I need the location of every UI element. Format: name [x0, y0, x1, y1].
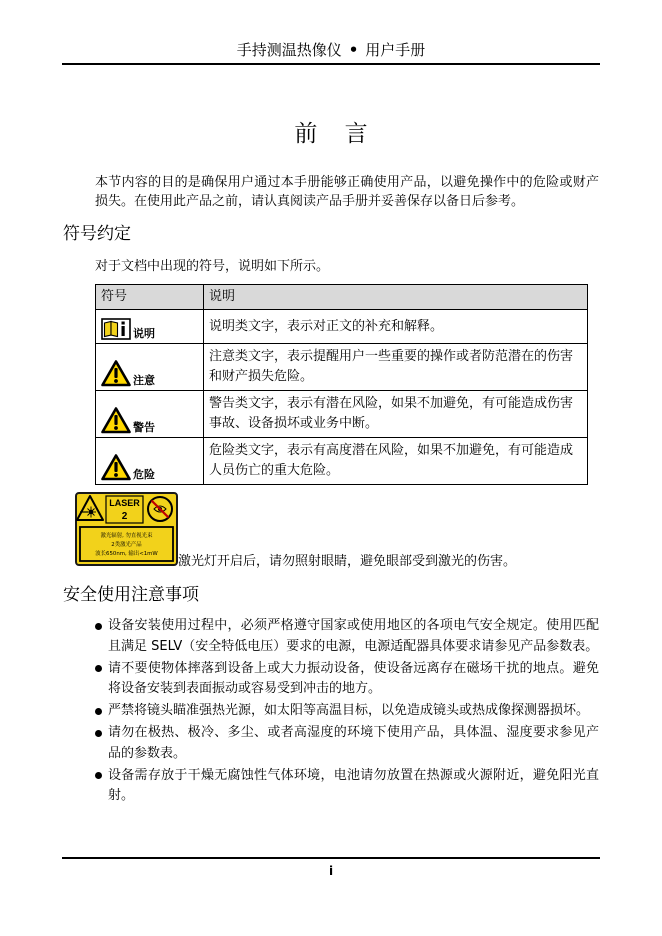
symbol-label: 说明	[133, 327, 155, 340]
running-header	[0, 40, 662, 60]
footer-rule	[62, 857, 600, 859]
symbols-intro: 对于文档中出现的符号，说明如下所示。	[95, 259, 330, 274]
caution-triangle-icon	[101, 359, 131, 387]
header-title: 手持测温热像仪	[236, 41, 342, 59]
list-item	[95, 766, 599, 807]
list-item	[95, 723, 599, 764]
section-heading-symbols: 符号约定	[63, 224, 131, 244]
list-item-text: 严禁将镜头瞄准强热光源，如太阳等高温目标，以免造成镜头或热成像探测器损坏。	[108, 703, 590, 718]
bullet-icon	[95, 772, 102, 779]
list-item-text: 请勿在极热、极冷、多尘、或者高湿度的环境下使用产品，具体温、湿度要求参见产品的参数表。	[108, 725, 599, 761]
list-item	[95, 616, 599, 657]
page-title: 前 言	[294, 121, 378, 147]
bullet-icon	[95, 623, 102, 630]
table-row	[96, 344, 588, 391]
laser-label-class: 2	[121, 511, 128, 522]
laser-label-line: 2类激光产品	[111, 542, 142, 548]
bullet-icon	[95, 708, 102, 715]
bullet-icon	[95, 730, 102, 737]
list-item	[95, 659, 599, 700]
header-subtitle: 用户手册	[365, 41, 426, 59]
symbols-table	[95, 284, 588, 485]
warning-triangle-icon	[101, 406, 131, 434]
symbol-description: 注意类文字，表示提醒用户一些重要的操作或者防范潜在的伤害和财产损失危险。	[204, 344, 588, 391]
symbol-cell	[96, 438, 204, 485]
table-header-row	[96, 285, 588, 310]
symbol-description: 警告类文字，表示有潜在风险，如果不加避免，有可能造成伤害事故、设备损坏或业务中断。	[204, 391, 588, 438]
table-header-symbol: 符号	[96, 285, 204, 310]
symbol-label: 警告	[133, 421, 155, 434]
page-number: i	[328, 864, 334, 878]
safety-list	[95, 616, 599, 808]
symbol-description: 说明类文字，表示对正文的补充和解释。	[204, 310, 588, 344]
symbol-cell	[96, 310, 204, 344]
bullet-icon	[95, 665, 102, 672]
symbol-description: 危险类文字，表示有高度潜在风险，如果不加避免，有可能造成人员伤亡的重大危险。	[204, 438, 588, 485]
laser-class2-label	[75, 492, 178, 566]
laser-label-line: 波长650nm, 输出<1mW	[95, 551, 158, 557]
danger-triangle-icon	[101, 453, 131, 481]
symbol-cell	[96, 344, 204, 391]
symbol-cell	[96, 391, 204, 438]
header-separator: •	[348, 41, 359, 59]
preface-intro: 本节内容的目的是确保用户通过本手册能够正确使用产品，以避免操作中的危险或财产损失。在使用此产品之前，请认真阅读产品手册并妥善保存以备日后参考。	[95, 175, 599, 209]
table-row	[96, 310, 588, 344]
list-item-text: 设备需存放于干燥无腐蚀性气体环境，电池请勿放置在热源或火源附近，避免阳光直射。	[108, 767, 599, 803]
laser-label-title: LASER	[109, 498, 140, 508]
no-direct-view-icon	[148, 497, 172, 521]
table-header-description: 说明	[204, 285, 588, 310]
laser-warning-text: 激光灯开启后，请勿照射眼睛，避免眼部受到激光的伤害。	[178, 554, 517, 569]
table-row	[96, 391, 588, 438]
list-item-text: 请不要使物体摔落到设备上或大力振动设备，使设备远离存在磁场干扰的地点。避免将设备安装到表面振动或容易受到冲击的地方。	[108, 660, 599, 696]
list-item-text: 设备安装使用过程中，必须严格遵守国家或使用地区的各项电气安全规定。使用匹配且满足 SELV（安全特低电压）要求的电源，电源适配器具体要求请参见产品参数表。	[108, 618, 599, 654]
list-item	[95, 701, 599, 722]
symbol-label: 危险	[133, 468, 155, 481]
header-rule	[62, 63, 600, 65]
info-book-icon	[101, 318, 131, 340]
section-heading-safety: 安全使用注意事项	[63, 585, 199, 605]
laser-label-line: 激光辐射, 勿直视光束	[100, 533, 153, 539]
table-row	[96, 438, 588, 485]
symbol-label: 注意	[133, 374, 155, 387]
